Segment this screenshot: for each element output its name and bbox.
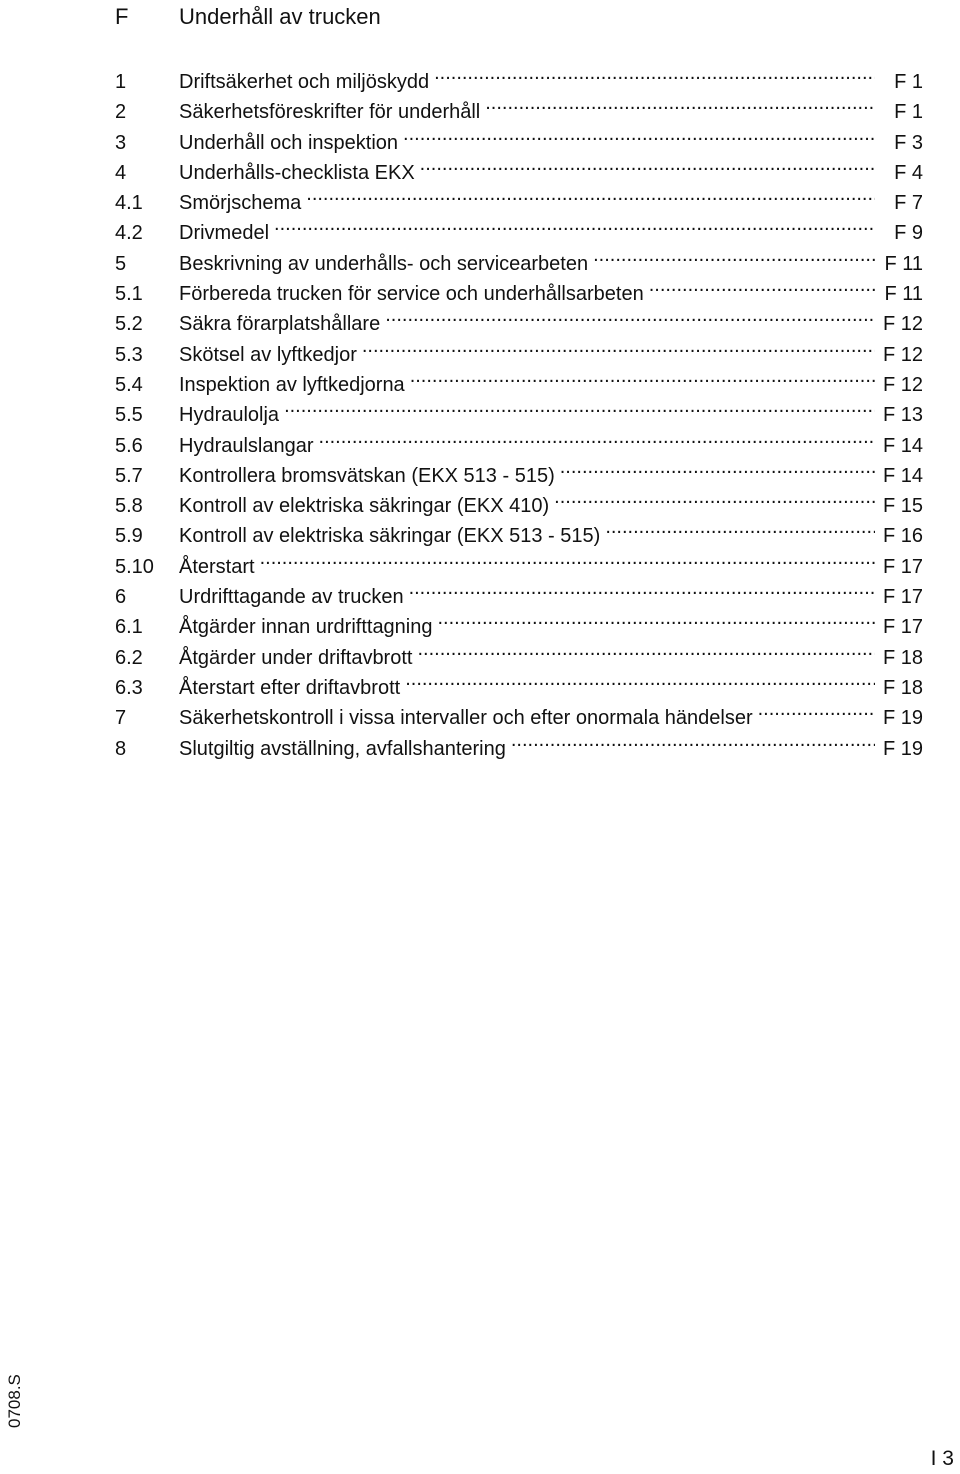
document-code: 0708.S bbox=[5, 1374, 24, 1428]
toc-entry-title: Drivmedel bbox=[179, 222, 270, 245]
toc-entry-number: 6.1 bbox=[115, 616, 143, 639]
toc-entry-number: 2 bbox=[115, 101, 127, 124]
toc-dot-leader bbox=[362, 331, 875, 361]
toc-entry-number: 4.2 bbox=[115, 222, 143, 245]
toc-entry-title: Förbereda trucken för service och underhållsarbeten bbox=[179, 283, 644, 306]
toc-entry-number: 5.6 bbox=[115, 434, 143, 457]
chapter-letter: F bbox=[115, 4, 129, 29]
toc-entry-title: Åtgärder innan urdrifttagning bbox=[179, 616, 433, 639]
toc-entry-page: F 12 bbox=[882, 343, 923, 366]
toc-entry-title: Kontroll av elektriska säkringar (EKX 410) bbox=[179, 495, 550, 518]
toc-dot-leader bbox=[649, 270, 875, 300]
toc-entry-number: 5.8 bbox=[115, 495, 143, 518]
toc-entry-title: Kontroll av elektriska säkringar (EKX 513 - 515) bbox=[179, 525, 601, 548]
toc-entry-number: 5.9 bbox=[115, 525, 143, 548]
toc-entry-number: 7 bbox=[115, 707, 127, 730]
toc-entry-page: F 1 bbox=[894, 71, 923, 93]
toc-entry-number: 5.7 bbox=[115, 464, 143, 487]
toc-entry-number: 8 bbox=[115, 737, 127, 760]
toc-entry-number: 5.5 bbox=[115, 404, 143, 427]
toc-entry-number: 5.4 bbox=[115, 373, 143, 396]
toc-entry-number: 6 bbox=[115, 586, 127, 609]
toc-entry-number: 5.2 bbox=[115, 313, 143, 336]
toc-dot-leader bbox=[434, 58, 875, 88]
toc-entry-title: Skötsel av lyftkedjor bbox=[179, 343, 357, 366]
toc-entry-title: Säkerhetskontroll i vissa intervaller och efter onormala händelser bbox=[179, 707, 753, 730]
toc-entry-page: F 17 bbox=[882, 555, 923, 578]
toc-entry-page: F 19 bbox=[882, 737, 923, 760]
toc-entry-number: 4 bbox=[115, 161, 127, 184]
toc-dot-leader bbox=[403, 119, 875, 149]
page-number: I 3 bbox=[930, 1447, 954, 1470]
toc-entry-page: F 11 bbox=[884, 283, 923, 306]
toc-entry-number: 6.2 bbox=[115, 646, 143, 669]
toc-entry-number: 5.1 bbox=[115, 283, 143, 306]
toc-entry-page: F 9 bbox=[894, 222, 923, 245]
toc-entry-page: F 18 bbox=[882, 676, 923, 699]
toc-entry-title: Driftsäkerhet och miljöskydd bbox=[179, 71, 430, 93]
toc-entry-title: Slutgiltig avställning, avfallshantering bbox=[179, 737, 506, 760]
toc-entry-page: F 19 bbox=[882, 707, 923, 730]
toc-dot-leader bbox=[560, 452, 875, 482]
toc-entry-number: 1 bbox=[115, 71, 127, 93]
toc-entry[interactable] bbox=[115, 58, 923, 93]
toc-dot-leader bbox=[260, 543, 875, 573]
toc-entry-title: Hydraulslangar bbox=[179, 434, 314, 457]
toc-entry-title: Smörjschema bbox=[179, 192, 302, 215]
toc-entry-title: Beskrivning av underhålls- och servicearbeten bbox=[179, 252, 589, 275]
toc-entry-title: Underhålls-checklista EKX bbox=[179, 161, 415, 184]
toc-entry-page: F 14 bbox=[882, 464, 923, 487]
toc-dot-leader bbox=[438, 603, 876, 633]
toc-entry-page: F 14 bbox=[882, 434, 923, 457]
toc-entry-number: 5.10 bbox=[115, 555, 154, 578]
toc-entry-title: Inspektion av lyftkedjorna bbox=[179, 373, 405, 396]
toc-dot-leader bbox=[554, 482, 875, 512]
toc-entry-page: F 18 bbox=[882, 646, 923, 669]
toc-entry-title: Urdrifttagande av trucken bbox=[179, 586, 404, 609]
toc-entry-title: Återstart bbox=[179, 555, 255, 578]
toc-dot-leader bbox=[274, 209, 875, 239]
toc-entry-page: F 15 bbox=[882, 495, 923, 518]
toc-dot-leader bbox=[385, 300, 875, 330]
toc-entry-title: Underhåll och inspektion bbox=[179, 131, 399, 154]
toc-entry-title: Åtgärder under driftavbrott bbox=[179, 646, 413, 669]
toc-dot-leader bbox=[485, 88, 875, 118]
toc-entry-title: Hydraulolja bbox=[179, 404, 280, 427]
toc-entry-title: Säkra förarplatshållare bbox=[179, 313, 381, 336]
toc-dot-leader bbox=[410, 361, 875, 391]
toc-dot-leader bbox=[405, 664, 875, 694]
toc-entry-title: Kontrollera bromsvätskan (EKX 513 - 515) bbox=[179, 464, 555, 487]
toc-entry-page: F 11 bbox=[884, 252, 923, 275]
toc-entry-page: F 13 bbox=[882, 404, 923, 427]
toc-entry-page: F 16 bbox=[882, 525, 923, 548]
toc-entry-page: F 4 bbox=[894, 161, 923, 184]
toc-entry-title: Säkerhetsföreskrifter för underhåll bbox=[179, 101, 481, 124]
toc-entry-title: Återstart efter driftavbrott bbox=[179, 676, 401, 699]
toc-entry-number: 5 bbox=[115, 252, 127, 275]
chapter-header bbox=[0, 2, 960, 32]
toc-entry-number: 5.3 bbox=[115, 343, 143, 366]
chapter-title: Underhåll av trucken bbox=[179, 4, 381, 29]
toc-entry-page: F 17 bbox=[882, 616, 923, 639]
toc-entry-page: F 3 bbox=[894, 131, 923, 154]
toc-dot-leader bbox=[758, 694, 875, 724]
toc-dot-leader bbox=[593, 240, 875, 270]
toc-dot-leader bbox=[605, 512, 875, 542]
toc-entry-number: 4.1 bbox=[115, 192, 143, 215]
toc-dot-leader bbox=[319, 422, 875, 452]
toc-dot-leader bbox=[306, 179, 875, 209]
toc-entry-number: 3 bbox=[115, 131, 127, 154]
toc-dot-leader bbox=[409, 573, 875, 603]
toc-entry-page: F 1 bbox=[894, 101, 923, 124]
toc-entry-page: F 12 bbox=[882, 373, 923, 396]
toc-entry-page: F 7 bbox=[894, 192, 923, 215]
toc-entry-page: F 12 bbox=[882, 313, 923, 336]
table-of-contents bbox=[115, 58, 923, 760]
toc-entry-page: F 17 bbox=[882, 586, 923, 609]
toc-dot-leader bbox=[511, 725, 875, 755]
toc-entry-number: 6.3 bbox=[115, 676, 143, 699]
toc-dot-leader bbox=[284, 391, 875, 421]
toc-dot-leader bbox=[417, 634, 875, 664]
toc-dot-leader bbox=[420, 149, 875, 179]
